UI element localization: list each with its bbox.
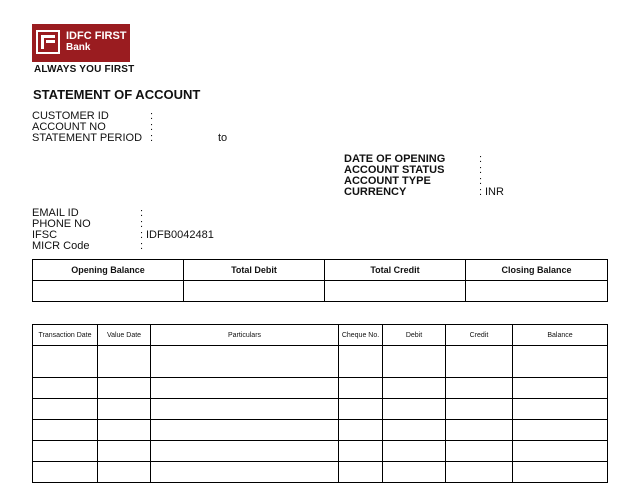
date-of-opening-colon: : (479, 153, 483, 165)
account-no-label: ACCOUNT NO (32, 121, 106, 133)
email-colon: : (140, 207, 144, 219)
phone-label: PHONE NO (32, 218, 91, 230)
customer-id-colon: : (150, 110, 154, 122)
table-row (33, 420, 608, 441)
closing-balance-value (466, 281, 608, 302)
table-row (33, 462, 608, 483)
currency-colon: : (479, 186, 483, 198)
brand-sub: Bank (66, 42, 91, 53)
value-date-header: Value Date (98, 325, 151, 346)
account-type-label: ACCOUNT TYPE (344, 175, 431, 187)
account-type-colon: : (479, 175, 483, 187)
page-title: STATEMENT OF ACCOUNT (33, 87, 201, 102)
account-status-label: ACCOUNT STATUS (344, 164, 445, 176)
transactions-table (32, 324, 608, 483)
debit-header: Debit (383, 325, 446, 346)
total-debit-value (184, 281, 325, 302)
email-label: EMAIL ID (32, 207, 79, 219)
account-no-colon: : (150, 121, 154, 133)
table-row (33, 378, 608, 399)
statement-period-colon: : (150, 132, 154, 144)
balance-summary-table (32, 259, 608, 302)
statement-period-to: to (218, 132, 228, 144)
transaction-date-header: Transaction Date (33, 325, 98, 346)
opening-balance-value (33, 281, 184, 302)
table-row (33, 346, 608, 378)
closing-balance-header: Closing Balance (466, 260, 608, 281)
micr-colon: : (140, 240, 144, 252)
total-debit-header: Total Debit (184, 260, 325, 281)
opening-balance-header: Opening Balance (33, 260, 184, 281)
ifsc-colon: : (140, 229, 144, 241)
account-status-colon: : (479, 164, 483, 176)
bank-logo (32, 24, 130, 62)
brand-tagline: ALWAYS YOU FIRST (34, 64, 135, 75)
particulars-header: Particulars (151, 325, 339, 346)
date-of-opening-label: DATE OF OPENING (344, 153, 446, 165)
ifsc-label: IFSC (32, 229, 58, 241)
transactions-header-row (33, 325, 608, 346)
currency-value: INR (485, 186, 504, 198)
total-credit-value (325, 281, 466, 302)
table-row (33, 399, 608, 420)
table-row (33, 441, 608, 462)
summary-header-row (33, 260, 608, 281)
credit-header: Credit (446, 325, 513, 346)
bank-logo-icon (36, 30, 60, 54)
cheque-no-header: Cheque No. (339, 325, 383, 346)
currency-label: CURRENCY (344, 186, 407, 198)
brand-name: IDFC FIRST (66, 30, 127, 42)
phone-colon: : (140, 218, 144, 230)
total-credit-header: Total Credit (325, 260, 466, 281)
summary-value-row (33, 281, 608, 302)
balance-header: Balance (513, 325, 608, 346)
statement-period-label: STATEMENT PERIOD (32, 132, 143, 144)
ifsc-value: IDFB0042481 (146, 229, 214, 241)
micr-label: MICR Code (32, 240, 90, 252)
customer-id-label: CUSTOMER ID (32, 110, 109, 122)
